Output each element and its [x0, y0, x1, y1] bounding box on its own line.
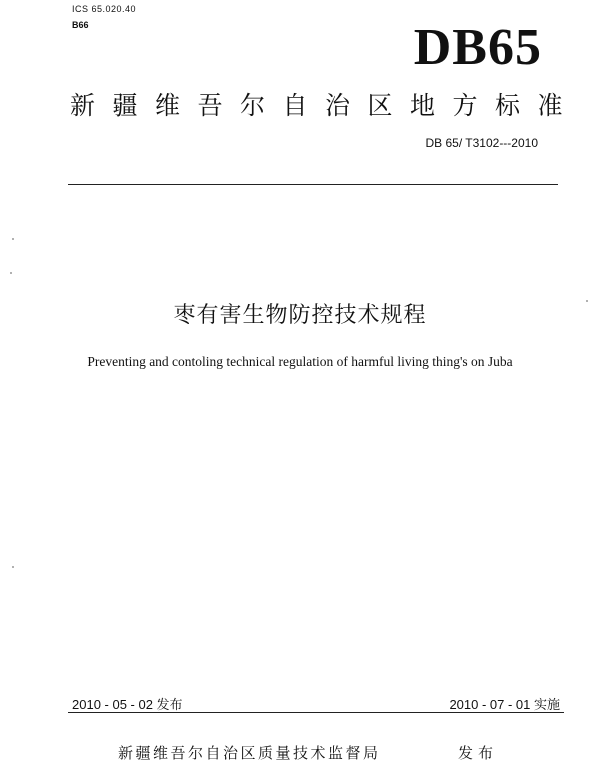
scan-speck — [586, 300, 588, 302]
authority-title: 新疆维吾尔自治区地方标准 — [70, 91, 581, 120]
document-title-chinese: 枣有害生物防控技术规程 — [173, 303, 427, 328]
publish-date: 2010 - 05 - 02 发布 — [72, 697, 183, 712]
ics-code: ICS 65.020.40 — [72, 4, 137, 14]
standard-number: DB 65/ T3102---2010 — [425, 136, 538, 150]
implement-date: 2010 - 07 - 01 实施 — [449, 697, 560, 712]
footer-divider — [68, 712, 564, 713]
standard-logo: DB65 — [413, 19, 542, 76]
scan-speck — [12, 566, 14, 568]
classification-code: B66 — [72, 20, 89, 30]
scan-speck — [10, 272, 12, 274]
scan-speck — [12, 238, 14, 240]
issuer-name: 新疆维吾尔自治区质量技术监督局 — [118, 744, 381, 762]
document-title-english: Preventing and contoling technical regulation of harmful living thing's on Juba — [87, 354, 513, 369]
header-divider — [68, 184, 558, 185]
issue-label: 发布 — [458, 744, 499, 762]
